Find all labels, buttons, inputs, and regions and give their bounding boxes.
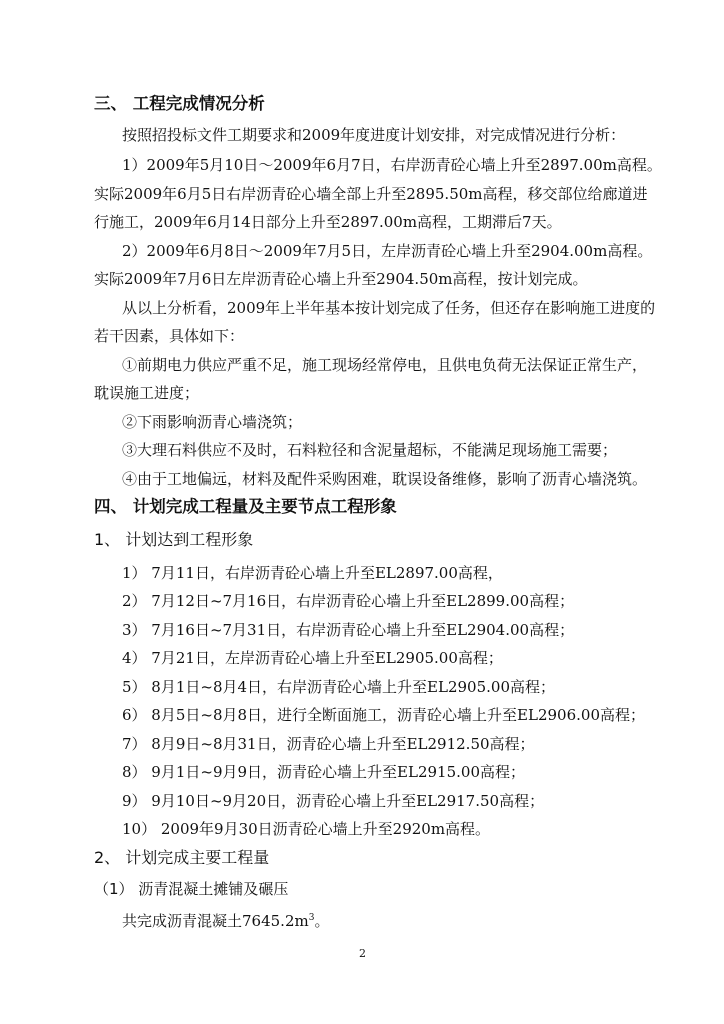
milestone-item: 4） 7月21日，左岸沥青砼心墙上升至EL2905.00高程；	[122, 649, 503, 667]
section-4-heading: 四、 计划完成工程量及主要节点工程形象	[94, 497, 397, 516]
subsection-heading: 2、 计划完成主要工程量	[94, 848, 270, 867]
volume-superscript: 3	[308, 913, 315, 923]
milestone-item: 3） 7月16日~7月31日，右岸沥青砼心墙上升至EL2904.00高程；	[122, 621, 575, 639]
milestone-item: 1） 7月11日，右岸沥青砼心墙上升至EL2897.00高程，	[122, 564, 503, 582]
paragraph-line: 实际2009年7月6日左岸沥青砼心墙上升至2904.50m高程，按计划完成。	[94, 270, 588, 288]
milestone-item: 6） 8月5日~8月8日，进行全断面施工，沥青砼心墙上升至EL2906.00高程；	[122, 706, 645, 724]
paragraph-line: 从以上分析看，2009年上半年基本按计划完成了任务，但还存在影响施工进度的	[122, 299, 656, 317]
paragraph-line: 1）2009年5月10日～2009年6月7日，右岸沥青砼心墙上升至2897.00m高程。	[122, 156, 662, 174]
subsection-item-heading: （1） 沥青混凝土摊铺及碾压	[94, 880, 289, 898]
milestone-item: 7） 8月9日~8月31日，沥青砼心墙上升至EL2912.50高程；	[122, 735, 535, 753]
milestone-item: 8） 9月1日~9月9日，沥青砼心墙上升至EL2915.00高程；	[122, 763, 525, 781]
subsection-heading: 1、 计划达到工程形象	[94, 530, 254, 549]
factor-line: 耽误施工进度；	[94, 384, 200, 402]
factor-line: ④由于工地偏远，材料及配件采购困难，耽误设备维修，影响了沥青心墙浇筑。	[122, 470, 648, 488]
paragraph-line: 若干因素，具体如下：	[94, 327, 245, 345]
milestone-item: 5） 8月1日~8月4日，右岸沥青砼心墙上升至EL2905.00高程；	[122, 678, 555, 696]
volume-line	[122, 908, 329, 931]
paragraph-line: 行施工，2009年6月14日部分上升至2897.00m高程，工期滞后7天。	[94, 213, 562, 231]
factor-line: ③大理石料供应不及时，石料粒径和含泥量超标，不能满足现场施工需要；	[122, 441, 618, 459]
factor-line: ①前期电力供应严重不足，施工现场经常停电，且供电负荷无法保证正常生产，	[122, 356, 648, 374]
milestone-item: 2） 7月12日~7月16日，右岸沥青砼心墙上升至EL2899.00高程；	[122, 592, 575, 610]
page-number: 2	[359, 947, 366, 960]
paragraph-line: 实际2009年6月5日右岸沥青砼心墙全部上升至2895.50m高程，移交部位给廊道进	[94, 185, 648, 203]
paragraph-line: 2）2009年6月8日～2009年7月5日，左岸沥青砼心墙上升至2904.00m高程。	[122, 242, 653, 260]
milestone-item: 10） 2009年9月30日沥青砼心墙上升至2920m高程。	[122, 820, 491, 838]
section-3-intro: 按照招投标文件工期要求和2009年度进度计划安排，对完成情况进行分析：	[122, 126, 626, 144]
milestone-item: 9） 9月10日~9月20日，沥青砼心墙上升至EL2917.50高程；	[122, 792, 545, 810]
volume-suffix: 。	[314, 912, 330, 930]
factor-line: ②下雨影响沥青心墙浇筑；	[122, 413, 303, 431]
section-3-heading: 三、 工程完成情况分析	[94, 94, 265, 113]
volume-text: 共完成沥青混凝土7645.2m	[122, 912, 309, 930]
